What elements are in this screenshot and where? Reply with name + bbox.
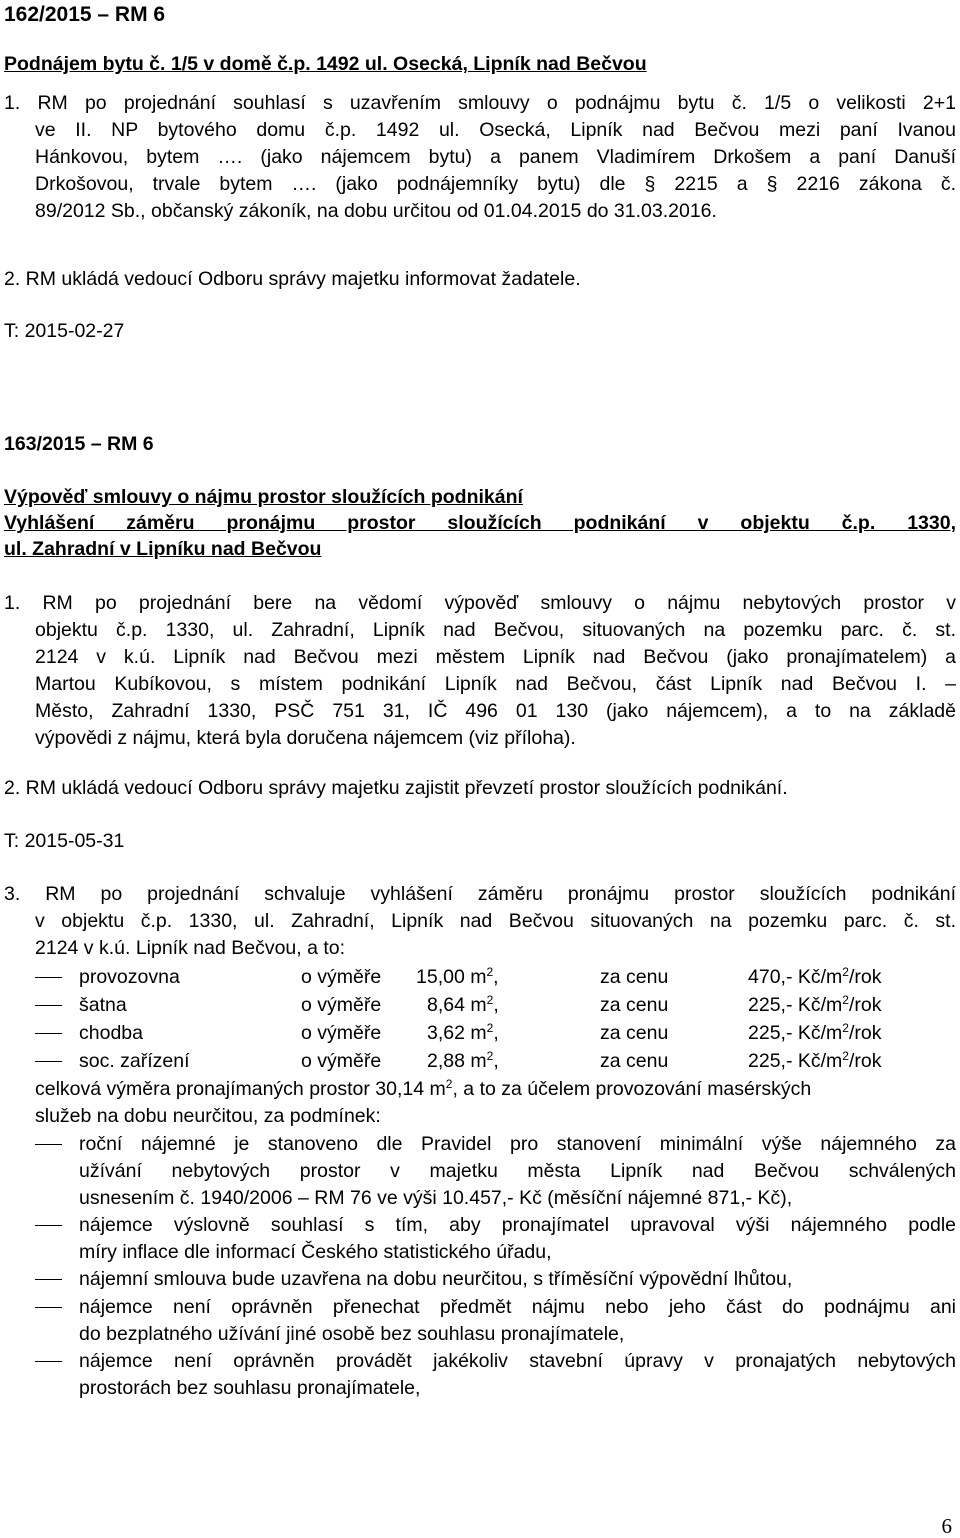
- resolution-163-item1-line4: Martou Kubíkovou, s místem podnikání Lipník nad Bečvou, část Lipník nad Bečvou I. –: [35, 673, 956, 695]
- resolution-163-item3-line1: 3. RM po projednání schvaluje vyhlášení záměru pronájmu prostor sloužících podnikání: [4, 883, 956, 905]
- resolution-162-item1-line2: ve II. NP bytového domu č.p. 1492 ul. Osecká, Lipník nad Bečvou mezi paní Ivanou: [35, 119, 956, 141]
- condition-1-line1: roční nájemné je stanoveno dle Pravidel pro stanovení minimální výše nájemného za: [79, 1133, 956, 1155]
- dash-bullet: [35, 1061, 62, 1062]
- room-area-label: o výměře: [301, 966, 382, 988]
- dash-bullet: [35, 1279, 62, 1280]
- room-area-label: o výměře: [301, 1022, 382, 1044]
- dash-bullet: [35, 1225, 62, 1226]
- resolution-162-item2: 2. RM ukládá vedoucí Odboru správy majetku informovat žadatele.: [4, 268, 581, 290]
- dash-bullet: [35, 1033, 62, 1034]
- room-name: soc. zařízení: [79, 1050, 190, 1072]
- resolution-subject-163-line1: Výpověď smlouvy o nájmu prostor sloužících podnikání: [4, 486, 523, 508]
- resolution-162-item1-line5: 89/2012 Sb., občanský zákoník, na dobu určitou od 01.04.2015 do 31.03.2016.: [35, 200, 717, 222]
- condition-5-line2: prostorách bez souhlasu pronajímatele,: [79, 1377, 421, 1399]
- resolution-163-term: T: 2015-05-31: [4, 830, 125, 852]
- resolution-subject-163-line3: ul. Zahradní v Lipníku nad Bečvou: [4, 538, 322, 560]
- resolution-163-item1-line3: 2124 v k.ú. Lipník nad Bečvou mezi městem Lipník nad Bečvou (jako pronajímatelem) a: [35, 646, 956, 668]
- dash-bullet: [35, 1144, 62, 1145]
- resolution-163-item1-line6: výpovědi z nájmu, která byla doručena nájemcem (viz příloha).: [35, 727, 576, 749]
- condition-2-line2: míry inflace dle informací Českého statistického úřadu,: [79, 1241, 552, 1263]
- room-price: 470,- $Kč/m^2$/rok: [748, 965, 882, 988]
- room-area: 15,00 $m^2$,: [416, 965, 499, 988]
- resolution-163-item1-line2: objektu č.p. 1330, ul. Zahradní, Lipník nad Bečvou, situovaných na pozemku parc. č. st.: [35, 619, 956, 641]
- room-area: 3,62 $m^2$,: [427, 1021, 499, 1044]
- dash-bullet: [35, 977, 62, 978]
- room-area: 2,88 $m^2$,: [427, 1049, 499, 1072]
- resolution-163-item3-line2: v objektu č.p. 1330, ul. Zahradní, Lipník nad Bečvou situovaných na pozemku parc. č. st.: [35, 910, 956, 932]
- room-name: šatna: [79, 994, 127, 1016]
- room-name: provozovna: [79, 966, 180, 988]
- room-price-label: za cenu: [600, 966, 669, 988]
- condition-1-line2: užívání nebytových prostor v majetku města Lipník nad Bečvou schválených: [79, 1160, 956, 1182]
- dash-bullet: [35, 1307, 62, 1308]
- resolution-163-item1-line1: 1. RM po projednání bere na vědomí výpověď smlouvy o nájmu nebytových prostor v: [4, 592, 956, 614]
- room-price: 225,- $Kč/m^2$/rok: [748, 993, 882, 1016]
- room-price: 225,- $Kč/m^2$/rok: [748, 1049, 882, 1072]
- condition-5-line1: nájemce není oprávněn provádět jakékoliv stavební úpravy v pronajatých nebytových: [79, 1350, 956, 1372]
- resolution-163-item2: 2. RM ukládá vedoucí Odboru správy majetku zajistit převzetí prostor sloužících podnikání.: [4, 777, 788, 799]
- room-area-label: o výměře: [301, 1050, 382, 1072]
- resolution-162-item1-line3: Hánkovou, bytem …. (jako nájemcem bytu) a panem Vladimírem Drkošem a paní Danuší: [35, 146, 956, 168]
- condition-1-line3: usnesením č. 1940/2006 – RM 76 ve výši 10.457,- Kč (měsíční nájemné 871,- Kč),: [79, 1187, 793, 1209]
- resolution-162-item1-line4: Drkošovou, trvale bytem …. (jako podnájemníky bytu) dle § 2215 a § 2216 zákona č.: [35, 173, 956, 195]
- condition-4-line1: nájemce není oprávněn přenechat předmět nájmu nebo jeho část do podnájmu ani: [79, 1296, 956, 1318]
- page-number: 6: [941, 1514, 952, 1538]
- resolution-162-term: T: 2015-02-27: [4, 320, 125, 342]
- resolution-subject-162: Podnájem bytu č. 1/5 v domě č.p. 1492 ul. Osecká, Lipník nad Bečvou: [4, 53, 647, 75]
- room-price: 225,- $Kč/m^2$/rok: [748, 1021, 882, 1044]
- total-area-line2: služeb na dobu neurčitou, za podmínek:: [35, 1105, 381, 1127]
- room-price-label: za cenu: [600, 994, 669, 1016]
- room-price-label: za cenu: [600, 1022, 669, 1044]
- dash-bullet: [35, 1361, 62, 1362]
- condition-2-line1: nájemce výslovně souhlasí s tím, aby pronajímatel upravoval výši nájemného podle: [79, 1214, 956, 1236]
- total-area-line1: celková výměra pronajímaných prostor 30,14 $m^2$, a to za účelem provozování masérských: [35, 1077, 812, 1100]
- resolution-heading-162: 162/2015 – RM 6: [4, 3, 166, 26]
- condition-4-line2: do bezplatného užívání jiné osobě bez souhlasu pronajímatele,: [79, 1323, 625, 1345]
- dash-bullet: [35, 1005, 62, 1006]
- resolution-163-item3-line3: 2124 v k.ú. Lipník nad Bečvou, a to:: [35, 937, 346, 959]
- room-name: chodba: [79, 1022, 143, 1044]
- room-price-label: za cenu: [600, 1050, 669, 1072]
- condition-3-line1: nájemní smlouva bude uzavřena na dobu neurčitou, s tříměsíční výpovědní lhůtou,: [79, 1268, 793, 1290]
- resolution-162-item1-line1: 1. RM po projednání souhlasí s uzavřením smlouvy o podnájmu bytu č. 1/5 o velikosti 2+1: [4, 92, 956, 114]
- resolution-163-item1-line5: Město, Zahradní 1330, PSČ 751 31, IČ 496 01 130 (jako nájemcem), a to na základě: [35, 700, 956, 722]
- resolution-subject-163-line2: Vyhlášení záměru pronájmu prostor sloužících podnikání v objektu č.p. 1330,: [4, 512, 956, 534]
- resolution-heading-163: 163/2015 – RM 6: [4, 433, 154, 455]
- room-area-label: o výměře: [301, 994, 382, 1016]
- room-area: 8,64 $m^2$,: [427, 993, 499, 1016]
